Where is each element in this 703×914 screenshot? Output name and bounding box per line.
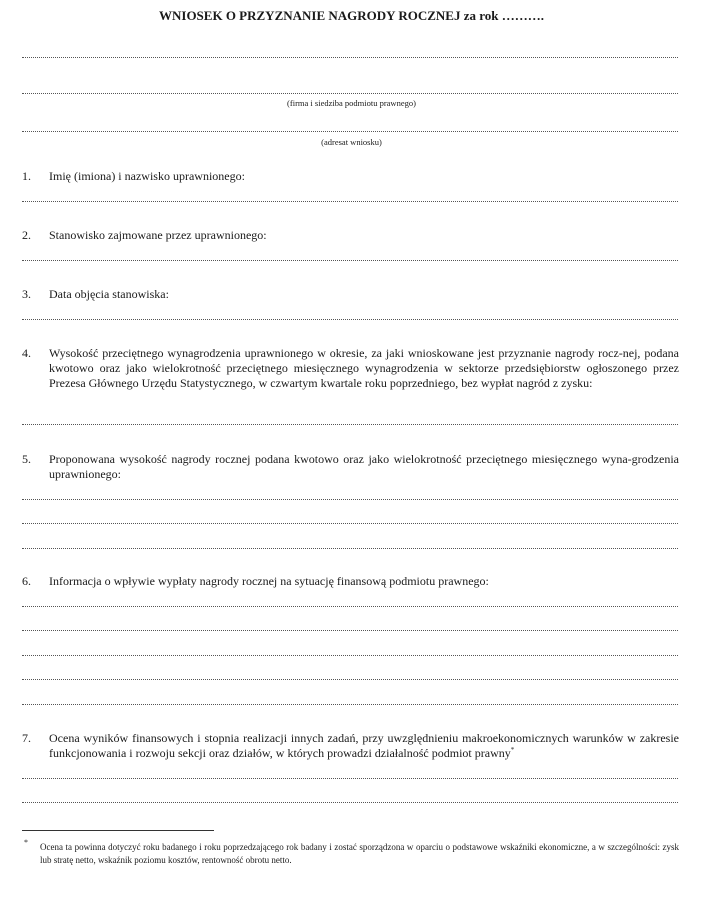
firm-line-1[interactable] (22, 57, 678, 58)
footnote-mark: * (24, 838, 28, 847)
answer-6-line-2[interactable] (22, 630, 678, 631)
answer-5-line-1[interactable] (22, 499, 678, 500)
answer-4-line[interactable] (22, 424, 678, 425)
answer-6-line-3[interactable] (22, 655, 678, 656)
answer-5-line-2[interactable] (22, 523, 678, 524)
footnote-rule (22, 830, 214, 831)
question-1-text: Imię (imiona) i nazwisko uprawnionego: (49, 169, 245, 183)
question-5-number: 5. (22, 452, 31, 466)
question-6-number: 6. (22, 574, 31, 588)
question-7-number: 7. (22, 731, 31, 745)
addressee-caption: (adresat wniosku) (321, 137, 382, 147)
answer-3-line[interactable] (22, 319, 678, 320)
question-1-number: 1. (22, 169, 31, 183)
answer-6-line-5[interactable] (22, 704, 678, 705)
firm-caption: (firma i siedziba podmiotu prawnego) (287, 98, 416, 108)
answer-1-line[interactable] (22, 201, 678, 202)
question-6-text: Informacja o wpływie wypłaty nagrody rocznej na sytuację finansową podmiotu prawnego: (49, 574, 489, 588)
answer-5-line-3[interactable] (22, 548, 678, 549)
firm-line-2[interactable] (22, 93, 678, 94)
question-2-number: 2. (22, 228, 31, 242)
footnote-reference: * (510, 746, 515, 754)
question-3-number: 3. (22, 287, 31, 301)
question-4-text: Wysokość przeciętnego wynagrodzenia uprawnionego w okresie, za jaki wnioskowane jest przyznanie nagrody rocz-nej, podana kwotowo oraz jako wielokrotność przeciętnego miesięcznego wynagrodzenia w sektorze przedsiębiorstw ogłoszonego przez Prezesa Głównego Urzędu Statystycznego, w czwartym kwartale roku poprzedniego, bez wypłat nagród z zysku: (49, 346, 679, 390)
form-title: WNIOSEK O PRZYZNANIE NAGRODY ROCZNEJ za rok ………. (159, 8, 544, 23)
answer-7-line-2[interactable] (22, 802, 678, 803)
question-5-text: Proponowana wysokość nagrody rocznej podana kwotowo oraz jako wielokrotność przeciętnego miesięcznego wyna-grodzenia uprawnionego: (49, 452, 679, 481)
footnote-text: Ocena ta powinna dotyczyć roku badanego i roku poprzedzającego rok badany i zostać sporządzona w oparciu o podstawowe wskaźniki ekonomiczne, a w szczególności: zysk lub stratę netto, wskaźnik poziomu kosztów, rentowność obrotu netto. (40, 842, 679, 865)
question-3-text: Data objęcia stanowiska: (49, 287, 169, 301)
question-7-block (49, 731, 679, 761)
answer-6-line-4[interactable] (22, 679, 678, 680)
answer-2-line[interactable] (22, 260, 678, 261)
answer-7-line-1[interactable] (22, 778, 678, 779)
answer-6-line-1[interactable] (22, 606, 678, 607)
question-4-number: 4. (22, 346, 31, 360)
question-7-text: Ocena wyników finansowych i stopnia realizacji innych zadań, przy uwzględnieniu makroekonomicznych warunków w zakresie funkcjonowania i rozwoju sekcji oraz działów, w których prowadzi działalność podmiot prawny (49, 731, 679, 760)
addressee-line[interactable] (22, 131, 678, 132)
question-2-text: Stanowisko zajmowane przez uprawnionego: (49, 228, 267, 242)
